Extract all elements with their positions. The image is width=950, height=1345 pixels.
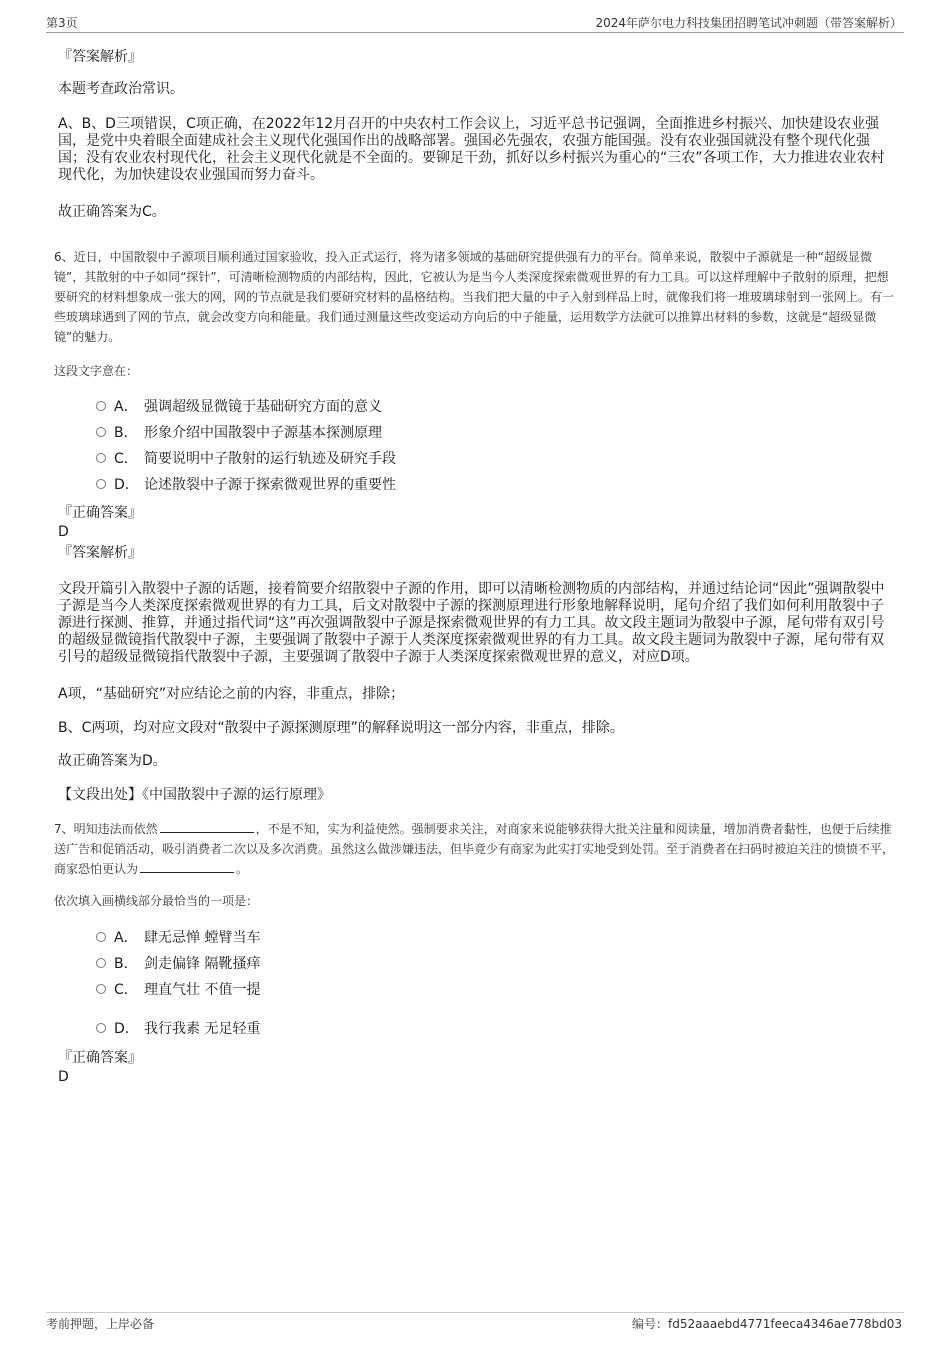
option-text: 形象介绍中国散裂中子源基本探测原理 (144, 425, 382, 441)
option-text: 理直气壮 不值一提 (144, 982, 261, 998)
q6-answer: D (58, 524, 69, 540)
q6-analysis-options-bc: B、C两项，均对应文段对“散裂中子源探测原理”的解释说明这一部分内容，非重点，排除。 (58, 720, 624, 736)
q6-answer-heading: 『正确答案』 (58, 505, 142, 521)
footer-slogan: 考前押题，上岸必备 (46, 1317, 155, 1331)
radio-icon[interactable] (96, 479, 106, 489)
option-text: 强调超级显微镜于基础研究方面的意义 (144, 399, 382, 415)
q5-analysis-body: A、B、D三项错误，C项正确，在2022年12月召开的中央农村工作会议上，习近平总书记强调，全面推进乡村振兴、加快建设农业强国，是党中央着眼全面建成社会主义现代化强国作出的战略部署。强国必先强农，农强方能国强。没有农业强国就没有整个现代化强国；没有农业农村现代化，社会主义现代化就是不全面的。要铆足干劲，抓好以乡村振兴为重心的“三农”各项工作，大力推进农业农村现代化，为加快建设农业强国而努力奋斗。 (58, 116, 885, 183)
page-header (46, 14, 904, 33)
document-serial: 编号：fd52aaaebd4771feeca4346ae778bd03 (632, 1317, 902, 1331)
q7-option-c[interactable]: C． 理直气壮 不值一提 (96, 980, 260, 1000)
q7-answer-heading: 『正确答案』 (58, 1050, 142, 1066)
q6-analysis-option-a: A项，“基础研究”对应结论之前的内容，非重点，排除； (58, 686, 405, 702)
q7-option-b[interactable]: B． 剑走偏锋 隔靴搔痒 (96, 954, 260, 974)
option-text: 我行我素 无足轻重 (144, 1021, 261, 1037)
radio-icon[interactable] (96, 932, 106, 942)
radio-icon[interactable] (96, 427, 106, 437)
q6-analysis-heading: 『答案解析』 (58, 545, 142, 561)
q7-answer: D (58, 1069, 69, 1085)
fill-blank-2 (140, 860, 234, 873)
q7-option-a[interactable]: A． 肆无忌惮 螳臂当车 (96, 928, 260, 948)
q6-option-c[interactable]: C． 简要说明中子散射的运行轨迹及研究手段 (96, 449, 396, 469)
page-number: 第3页 (46, 16, 78, 30)
radio-icon[interactable] (96, 1023, 106, 1033)
q7-prompt: 依次填入画横线部分最恰当的一项是： (54, 894, 259, 908)
q6-stem: 6、近日，中国散裂中子源项目顺利通过国家验收，投入正式运行，将为诸多领域的基础研究提供强有力的平台。简单来说，散裂中子源就是一种“超级显微镜”，其散射的中子如同“探针”，可清晰检测物质的内部结构，因此，它被认为是当今人类深度探索微观世界的有力工具。可以这样理解中子散射的原理，把想要研究的材料想象成一张大的网，网的节点就是我们要研究材料的晶格结构。当我们把大量的中子入射到样品上时，就像我们将一堆玻璃球射到一张网上。有一些玻璃球遇到了网的节点，就会改变方向和能量。我们通过测量这些改变运动方向后的中子能量，运用数学方法就可以推算出材料的参数，这就是“超级显微镜”的魅力。 (54, 250, 895, 344)
q5-analysis-heading: 『答案解析』 (58, 49, 142, 65)
q6-source: 【文段出处】《中国散裂中子源的运行原理》 (58, 787, 331, 803)
page-footer (46, 1312, 904, 1331)
q6-option-a[interactable]: A． 强调超级显微镜于基础研究方面的意义 (96, 397, 382, 417)
q7-option-d[interactable]: D． 我行我素 无足轻重 (96, 1019, 260, 1039)
q6-prompt: 这段文字意在： (54, 364, 139, 378)
fill-blank-1 (160, 820, 254, 833)
option-text: 论述散裂中子源于探索微观世界的重要性 (144, 477, 396, 493)
radio-icon[interactable] (96, 958, 106, 968)
option-text: 简要说明中子散射的运行轨迹及研究手段 (144, 451, 396, 467)
q6-conclusion: 故正确答案为D。 (58, 753, 167, 769)
q6-option-b[interactable]: B． 形象介绍中国散裂中子源基本探测原理 (96, 423, 382, 443)
radio-icon[interactable] (96, 401, 106, 411)
q5-analysis-topic: 本题考查政治常识。 (58, 81, 184, 97)
radio-icon[interactable] (96, 984, 106, 994)
radio-icon[interactable] (96, 453, 106, 463)
q6-analysis-body: 文段开篇引入散裂中子源的话题，接着简要介绍散裂中子源的作用，即可以清晰检测物质的内部结构，并通过结论词“因此”强调散裂中子源是当今人类深度探索微观世界的有力工具，后文对散裂中子源的探测原理进行形象地解释说明，尾句介绍了我们如何利用散裂中子源进行探测、推算，并通过指代词“这”再次强调散裂中子源是探索微观世界的有力工具。故文段主题词为散裂中子源，尾句带有双引号的超级显微镜指代散裂中子源，主要强调了散裂中子源于人类深度探索微观世界的有力工具。故文段主题词为散裂中子源，尾句带有双引号的超级显微镜指代散裂中子源，主要强调了散裂中子源于人类深度探索微观世界的意义，对应D项。 (58, 581, 885, 665)
q6-option-d[interactable]: D． 论述散裂中子源于探索微观世界的重要性 (96, 475, 396, 495)
q5-conclusion: 故正确答案为C。 (58, 204, 166, 220)
option-text: 剑走偏锋 隔靴搔痒 (144, 956, 261, 972)
document-title: 2024年萨尔电力科技集团招聘笔试冲刺题（带答案解析） (595, 16, 902, 30)
q7-stem: 7、明知违法而依然 ，不是不知，实为利益使然。强制要求关注，对商家来说能够获得大批关注量和阅读量，增加消费者黏性，也便于后续推送广告和促销活动，吸引消费者二次以及多次消费。虽然这么做涉嫌违法，但毕竟少有商家为此实打实地受到处罚。至于消费者在扫码时被迫关注的愤愤不平，商家恐怕更认为 。 (54, 822, 895, 876)
option-text: 肆无忌惮 螳臂当车 (144, 930, 261, 946)
